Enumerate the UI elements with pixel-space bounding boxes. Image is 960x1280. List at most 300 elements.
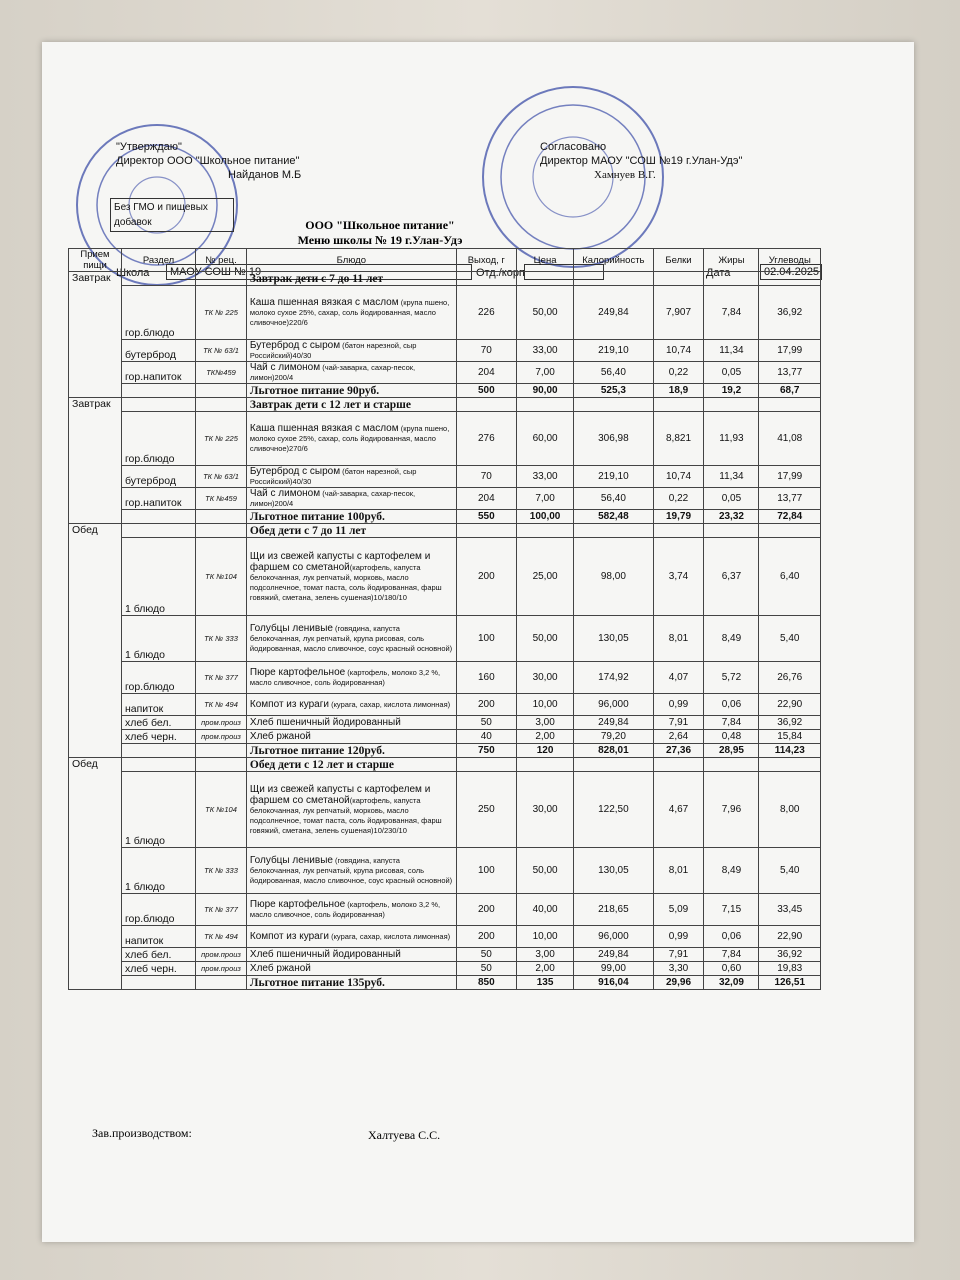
empty-cell [653, 398, 704, 412]
empty-cell [121, 976, 195, 990]
dish-cell [246, 894, 456, 926]
empty-cell [516, 758, 573, 772]
col-header-dish: Блюдо [246, 249, 456, 272]
meal-cell: Обед [69, 524, 122, 758]
meal-cell: Завтрак [69, 272, 122, 398]
dish-ingredients: (картофель, молоко 3,2 %, масло сливочное, соль йодированная) [249, 668, 441, 687]
meal-cell: Обед [69, 758, 122, 990]
col-header-kcal: Калорийность [574, 249, 653, 272]
value-out: 50 [456, 948, 516, 962]
value-fat: 0,05 [704, 488, 759, 510]
section-cell: 1 блюдо [121, 772, 195, 848]
value-carb: 5,40 [759, 848, 821, 894]
menu-item-row [69, 340, 821, 362]
section-cell: бутерброд [121, 466, 195, 488]
value-prot: 2,64 [653, 730, 704, 744]
value-prot: 0,22 [653, 488, 704, 510]
menu-item-row [69, 772, 821, 848]
empty-cell [121, 744, 195, 758]
dish-cell [246, 286, 456, 340]
recipe-code: ТК № 225 [196, 412, 247, 466]
empty-cell [574, 272, 653, 286]
recipe-code: ТК № 63/1 [196, 466, 247, 488]
empty-cell [653, 758, 704, 772]
group-title: Обед дети с 12 лет и старше [246, 758, 456, 772]
value-kcal: 79,20 [574, 730, 653, 744]
dish-cell [246, 538, 456, 616]
total-prot: 27,36 [653, 744, 704, 758]
school-label: Школа [116, 267, 150, 279]
col-header-price: Цена [516, 249, 573, 272]
dish-ingredients: (батон нарезной, сыр Российский)40/30 [249, 467, 417, 486]
dish-ingredients: (чай-заварка, сахар-песок, лимон)200/4 [249, 489, 416, 508]
group-title: Завтрак дети с 12 лет и старше [246, 398, 456, 412]
dish-name: Щи из свежей капусты с картофелем и фаршем со сметаной [249, 550, 431, 573]
dish-name: Хлеб ржаной [249, 963, 311, 974]
value-carb: 17,99 [759, 466, 821, 488]
total-row [69, 384, 821, 398]
dish-name: Хлеб пшеничный йодированный [249, 717, 401, 728]
footer-name: Халтуева С.С. [368, 1128, 441, 1142]
dish-cell [246, 412, 456, 466]
value-kcal: 122,50 [574, 772, 653, 848]
value-out: 204 [456, 488, 516, 510]
section-cell: хлеб бел. [121, 716, 195, 730]
value-out: 204 [456, 362, 516, 384]
total-kcal: 828,01 [574, 744, 653, 758]
value-price: 3,00 [516, 948, 573, 962]
total-row [69, 510, 821, 524]
value-carb: 26,76 [759, 662, 821, 694]
recipe-code: пром.произ [196, 962, 247, 976]
total-kcal: 582,48 [574, 510, 653, 524]
empty-cell [704, 398, 759, 412]
value-kcal: 98,00 [574, 538, 653, 616]
value-fat: 7,84 [704, 948, 759, 962]
value-carb: 33,45 [759, 894, 821, 926]
total-row [69, 744, 821, 758]
value-carb: 19,83 [759, 962, 821, 976]
value-prot: 10,74 [653, 466, 704, 488]
total-carb: 114,23 [759, 744, 821, 758]
dish-name: Голубцы ленивые [249, 623, 333, 634]
group-title: Завтрак дети с 7 до 11 лет [246, 272, 456, 286]
empty-cell [196, 744, 247, 758]
value-price: 3,00 [516, 716, 573, 730]
empty-cell [196, 524, 247, 538]
value-fat: 5,72 [704, 662, 759, 694]
total-out: 850 [456, 976, 516, 990]
empty-cell [196, 510, 247, 524]
value-fat: 7,96 [704, 772, 759, 848]
total-out: 550 [456, 510, 516, 524]
value-price: 2,00 [516, 962, 573, 976]
empty-cell [196, 398, 247, 412]
value-prot: 7,907 [653, 286, 704, 340]
empty-cell [456, 524, 516, 538]
col-header-carbs: Углеводы [759, 249, 821, 272]
value-price: 33,00 [516, 340, 573, 362]
value-kcal: 56,40 [574, 362, 653, 384]
menu-item-row [69, 538, 821, 616]
recipe-code: ТК №104 [196, 538, 247, 616]
section-cell: 1 блюдо [121, 538, 195, 616]
dish-name: Бутерброд с сыром [249, 466, 341, 477]
value-out: 200 [456, 894, 516, 926]
value-fat: 11,93 [704, 412, 759, 466]
value-prot: 0,22 [653, 362, 704, 384]
section-cell: хлеб черн. [121, 962, 195, 976]
value-fat: 0,06 [704, 926, 759, 948]
menu-item-row [69, 362, 821, 384]
total-out: 750 [456, 744, 516, 758]
section-cell: хлеб бел. [121, 948, 195, 962]
empty-cell [759, 272, 821, 286]
empty-cell [121, 524, 195, 538]
total-price: 120 [516, 744, 573, 758]
value-out: 276 [456, 412, 516, 466]
dish-ingredients: (картофель, капуста белокочанная, лук репчатый, морковь, масло подсолнечное, томат паста, соль йодированная, фарш говяжий, сметана, зелень сушеная)10/180/10 [249, 562, 442, 602]
total-fat: 28,95 [704, 744, 759, 758]
section-cell: гор.блюдо [121, 286, 195, 340]
section-cell: 1 блюдо [121, 616, 195, 662]
value-out: 160 [456, 662, 516, 694]
value-prot: 10,74 [653, 340, 704, 362]
total-label: Льготное питание 135руб. [246, 976, 456, 990]
value-kcal: 130,05 [574, 616, 653, 662]
value-prot: 7,91 [653, 716, 704, 730]
dish-cell [246, 340, 456, 362]
value-fat: 0,60 [704, 962, 759, 976]
menu-item-row [69, 286, 821, 340]
menu-item-row [69, 412, 821, 466]
value-prot: 5,09 [653, 894, 704, 926]
value-prot: 4,67 [653, 772, 704, 848]
total-fat: 23,32 [704, 510, 759, 524]
menu-item-row [69, 616, 821, 662]
empty-cell [574, 758, 653, 772]
value-carb: 13,77 [759, 488, 821, 510]
value-kcal: 174,92 [574, 662, 653, 694]
total-carb: 126,51 [759, 976, 821, 990]
menu-title: Меню школы № 19 г.Улан-Удэ [297, 233, 463, 247]
value-kcal: 249,84 [574, 716, 653, 730]
value-carb: 8,00 [759, 772, 821, 848]
value-carb: 5,40 [759, 616, 821, 662]
empty-cell [456, 398, 516, 412]
org-title: ООО "Школьное питание" [305, 218, 455, 232]
value-price: 7,00 [516, 362, 573, 384]
dish-name: Пюре картофельное [249, 667, 346, 678]
dish-name: Чай с лимоном [249, 488, 321, 499]
dish-ingredients: (курага, сахар, кислота лимонная) [328, 700, 451, 709]
agreed-director: Директор МАОУ "СОШ №19 г.Улан-Удэ" [540, 155, 743, 167]
dish-ingredients: (батон нарезной, сыр Российский)40/30 [249, 341, 417, 360]
dish-name: Каша пшенная вязкая с маслом [249, 423, 399, 434]
dish-cell [246, 466, 456, 488]
dish-cell [246, 962, 456, 976]
value-prot: 0,99 [653, 926, 704, 948]
dish-ingredients: (чай-заварка, сахар-песок, лимон)200/4 [249, 363, 416, 382]
menu-table-body [69, 249, 821, 990]
recipe-code: ТК №104 [196, 772, 247, 848]
empty-cell [196, 758, 247, 772]
dish-cell [246, 926, 456, 948]
recipe-code: пром.произ [196, 948, 247, 962]
dish-ingredients: (говядина, капуста белокочанная, лук репчатый, крупа рисовая, соль йодированная, масло сливочное, соус красный основной) [249, 624, 453, 653]
section-cell: гор.блюдо [121, 662, 195, 694]
value-price: 10,00 [516, 926, 573, 948]
value-price: 33,00 [516, 466, 573, 488]
value-carb: 36,92 [759, 716, 821, 730]
dish-name: Каша пшенная вязкая с маслом [249, 297, 399, 308]
value-fat: 8,49 [704, 616, 759, 662]
value-fat: 7,84 [704, 286, 759, 340]
total-prot: 29,96 [653, 976, 704, 990]
dept-label: Отд./корп [476, 267, 525, 279]
value-carb: 6,40 [759, 538, 821, 616]
menu-item-row [69, 848, 821, 894]
agreed-name: Хамнуев В.Г. [594, 169, 656, 181]
total-price: 100,00 [516, 510, 573, 524]
value-carb: 36,92 [759, 286, 821, 340]
total-out: 500 [456, 384, 516, 398]
value-price: 60,00 [516, 412, 573, 466]
empty-cell [759, 398, 821, 412]
value-prot: 3,74 [653, 538, 704, 616]
recipe-code: пром.произ [196, 730, 247, 744]
empty-cell [653, 272, 704, 286]
empty-cell [121, 758, 195, 772]
value-prot: 8,821 [653, 412, 704, 466]
value-fat: 0,05 [704, 362, 759, 384]
dish-cell [246, 948, 456, 962]
value-out: 100 [456, 616, 516, 662]
section-cell: гор.блюдо [121, 894, 195, 926]
empty-cell [456, 758, 516, 772]
dish-cell [246, 662, 456, 694]
value-price: 2,00 [516, 730, 573, 744]
empty-cell [516, 398, 573, 412]
empty-cell [704, 758, 759, 772]
value-price: 30,00 [516, 772, 573, 848]
value-prot: 4,07 [653, 662, 704, 694]
value-prot: 3,30 [653, 962, 704, 976]
value-fat: 7,15 [704, 894, 759, 926]
recipe-code: ТК № 63/1 [196, 340, 247, 362]
recipe-code: пром.произ [196, 716, 247, 730]
section-cell: гор.блюдо [121, 412, 195, 466]
recipe-code: ТК № 333 [196, 848, 247, 894]
section-cell: напиток [121, 694, 195, 716]
total-carb: 68,7 [759, 384, 821, 398]
value-price: 25,00 [516, 538, 573, 616]
value-prot: 0,99 [653, 694, 704, 716]
recipe-code: ТК№459 [196, 362, 247, 384]
recipe-code: ТК №459 [196, 488, 247, 510]
empty-cell [121, 272, 195, 286]
total-row [69, 976, 821, 990]
value-carb: 41,08 [759, 412, 821, 466]
total-prot: 19,79 [653, 510, 704, 524]
total-kcal: 525,3 [574, 384, 653, 398]
dish-cell [246, 362, 456, 384]
section-cell: гор.напиток [121, 362, 195, 384]
recipe-code: ТК № 225 [196, 286, 247, 340]
dish-cell [246, 694, 456, 716]
value-fat: 0,06 [704, 694, 759, 716]
value-prot: 8,01 [653, 848, 704, 894]
value-out: 200 [456, 538, 516, 616]
dish-cell [246, 848, 456, 894]
value-price: 7,00 [516, 488, 573, 510]
agreed-label: Согласовано [540, 141, 607, 153]
empty-cell [196, 384, 247, 398]
value-out: 50 [456, 962, 516, 976]
group-title-row [69, 524, 821, 538]
dish-ingredients: (картофель, молоко 3,2 %, масло сливочное, соль йодированная) [249, 900, 441, 919]
value-kcal: 96,000 [574, 926, 653, 948]
menu-item-row [69, 694, 821, 716]
menu-item-row [69, 948, 821, 962]
school-value: МАОУ СОШ № 19 [166, 264, 472, 280]
value-kcal: 99,00 [574, 962, 653, 976]
value-kcal: 249,84 [574, 286, 653, 340]
column-header-row [69, 249, 821, 272]
group-title-row [69, 758, 821, 772]
value-out: 100 [456, 848, 516, 894]
value-kcal: 219,10 [574, 340, 653, 362]
total-label: Льготное питание 100руб. [246, 510, 456, 524]
value-out: 226 [456, 286, 516, 340]
recipe-code: ТК № 377 [196, 662, 247, 694]
dish-ingredients: (курага, сахар, кислота лимонная) [328, 932, 451, 941]
empty-cell [704, 272, 759, 286]
director-label: Директор ООО "Школьное питание" [116, 155, 300, 167]
value-price: 50,00 [516, 848, 573, 894]
menu-table [68, 248, 821, 990]
value-carb: 17,99 [759, 340, 821, 362]
approved-label: "Утверждаю" [116, 141, 182, 153]
dish-name: Компот из кураги [249, 931, 329, 942]
empty-cell [196, 272, 247, 286]
value-out: 70 [456, 466, 516, 488]
value-kcal: 218,65 [574, 894, 653, 926]
dish-name: Щи из свежей капусты с картофелем и фаршем со сметаной [249, 783, 431, 806]
value-carb: 15,84 [759, 730, 821, 744]
total-fat: 19,2 [704, 384, 759, 398]
dish-name: Хлеб ржаной [249, 731, 311, 742]
empty-cell [704, 524, 759, 538]
dish-name: Компот из кураги [249, 699, 329, 710]
value-price: 50,00 [516, 616, 573, 662]
menu-item-row [69, 466, 821, 488]
director-name: Найданов М.Б [228, 169, 302, 181]
menu-item-row [69, 894, 821, 926]
value-carb: 22,90 [759, 926, 821, 948]
total-label: Льготное питание 120руб. [246, 744, 456, 758]
value-fat: 6,37 [704, 538, 759, 616]
total-price: 135 [516, 976, 573, 990]
total-kcal: 916,04 [574, 976, 653, 990]
value-price: 10,00 [516, 694, 573, 716]
dish-ingredients: (крупа пшено, молоко сухое 25%, сахар, соль йодированная, масло сливочное)220/6 [249, 298, 450, 327]
dish-name: Пюре картофельное [249, 899, 346, 910]
empty-cell [516, 272, 573, 286]
value-carb: 22,90 [759, 694, 821, 716]
dish-cell [246, 716, 456, 730]
col-header-output: Выход, г [456, 249, 516, 272]
dish-cell [246, 730, 456, 744]
dish-cell [246, 488, 456, 510]
menu-item-row [69, 926, 821, 948]
value-carb: 13,77 [759, 362, 821, 384]
menu-item-row [69, 962, 821, 976]
group-title-row [69, 398, 821, 412]
col-header-meal: Прием пищи [69, 249, 122, 272]
empty-cell [121, 384, 195, 398]
empty-cell [759, 524, 821, 538]
menu-item-row [69, 488, 821, 510]
dish-ingredients: (картофель, капуста белокочанная, лук репчатый, морковь, масло подсолнечное, томат паста, соль йодированная, фарш говяжий, сметана, зелень сушеная)10/230/10 [249, 795, 442, 835]
total-price: 90,00 [516, 384, 573, 398]
total-carb: 72,84 [759, 510, 821, 524]
group-title: Обед дети с 7 до 11 лет [246, 524, 456, 538]
empty-cell [516, 524, 573, 538]
col-header-recipe: № рец. [196, 249, 247, 272]
value-kcal: 96,000 [574, 694, 653, 716]
value-fat: 8,49 [704, 848, 759, 894]
empty-cell [121, 510, 195, 524]
value-out: 50 [456, 716, 516, 730]
meal-cell: Завтрак [69, 398, 122, 524]
section-cell: бутерброд [121, 340, 195, 362]
value-out: 250 [456, 772, 516, 848]
value-kcal: 130,05 [574, 848, 653, 894]
col-header-protein: Белки [653, 249, 704, 272]
dish-cell [246, 772, 456, 848]
empty-cell [653, 524, 704, 538]
col-header-section: Раздел [121, 249, 195, 272]
value-kcal: 249,84 [574, 948, 653, 962]
section-cell: хлеб черн. [121, 730, 195, 744]
dish-name: Чай с лимоном [249, 362, 321, 373]
recipe-code: ТК № 494 [196, 926, 247, 948]
value-fat: 0,48 [704, 730, 759, 744]
value-fat: 11,34 [704, 340, 759, 362]
value-kcal: 219,10 [574, 466, 653, 488]
menu-item-row [69, 662, 821, 694]
value-fat: 7,84 [704, 716, 759, 730]
total-prot: 18,9 [653, 384, 704, 398]
empty-cell [196, 976, 247, 990]
dish-cell [246, 616, 456, 662]
recipe-code: ТК № 377 [196, 894, 247, 926]
value-price: 30,00 [516, 662, 573, 694]
menu-item-row [69, 730, 821, 744]
value-carb: 36,92 [759, 948, 821, 962]
menu-item-row [69, 716, 821, 730]
dish-ingredients: (говядина, капуста белокочанная, лук репчатый, крупа рисовая, соль йодированная, масло сливочное, соус красный основной) [249, 856, 453, 885]
value-out: 200 [456, 926, 516, 948]
group-title-row [69, 272, 821, 286]
dish-name: Хлеб пшеничный йодированный [249, 949, 401, 960]
date-value: 02.04.2025 [760, 264, 822, 280]
value-kcal: 306,98 [574, 412, 653, 466]
gmo-note: Без ГМО и пищевых добавок [110, 198, 234, 232]
section-cell: гор.напиток [121, 488, 195, 510]
empty-cell [574, 524, 653, 538]
